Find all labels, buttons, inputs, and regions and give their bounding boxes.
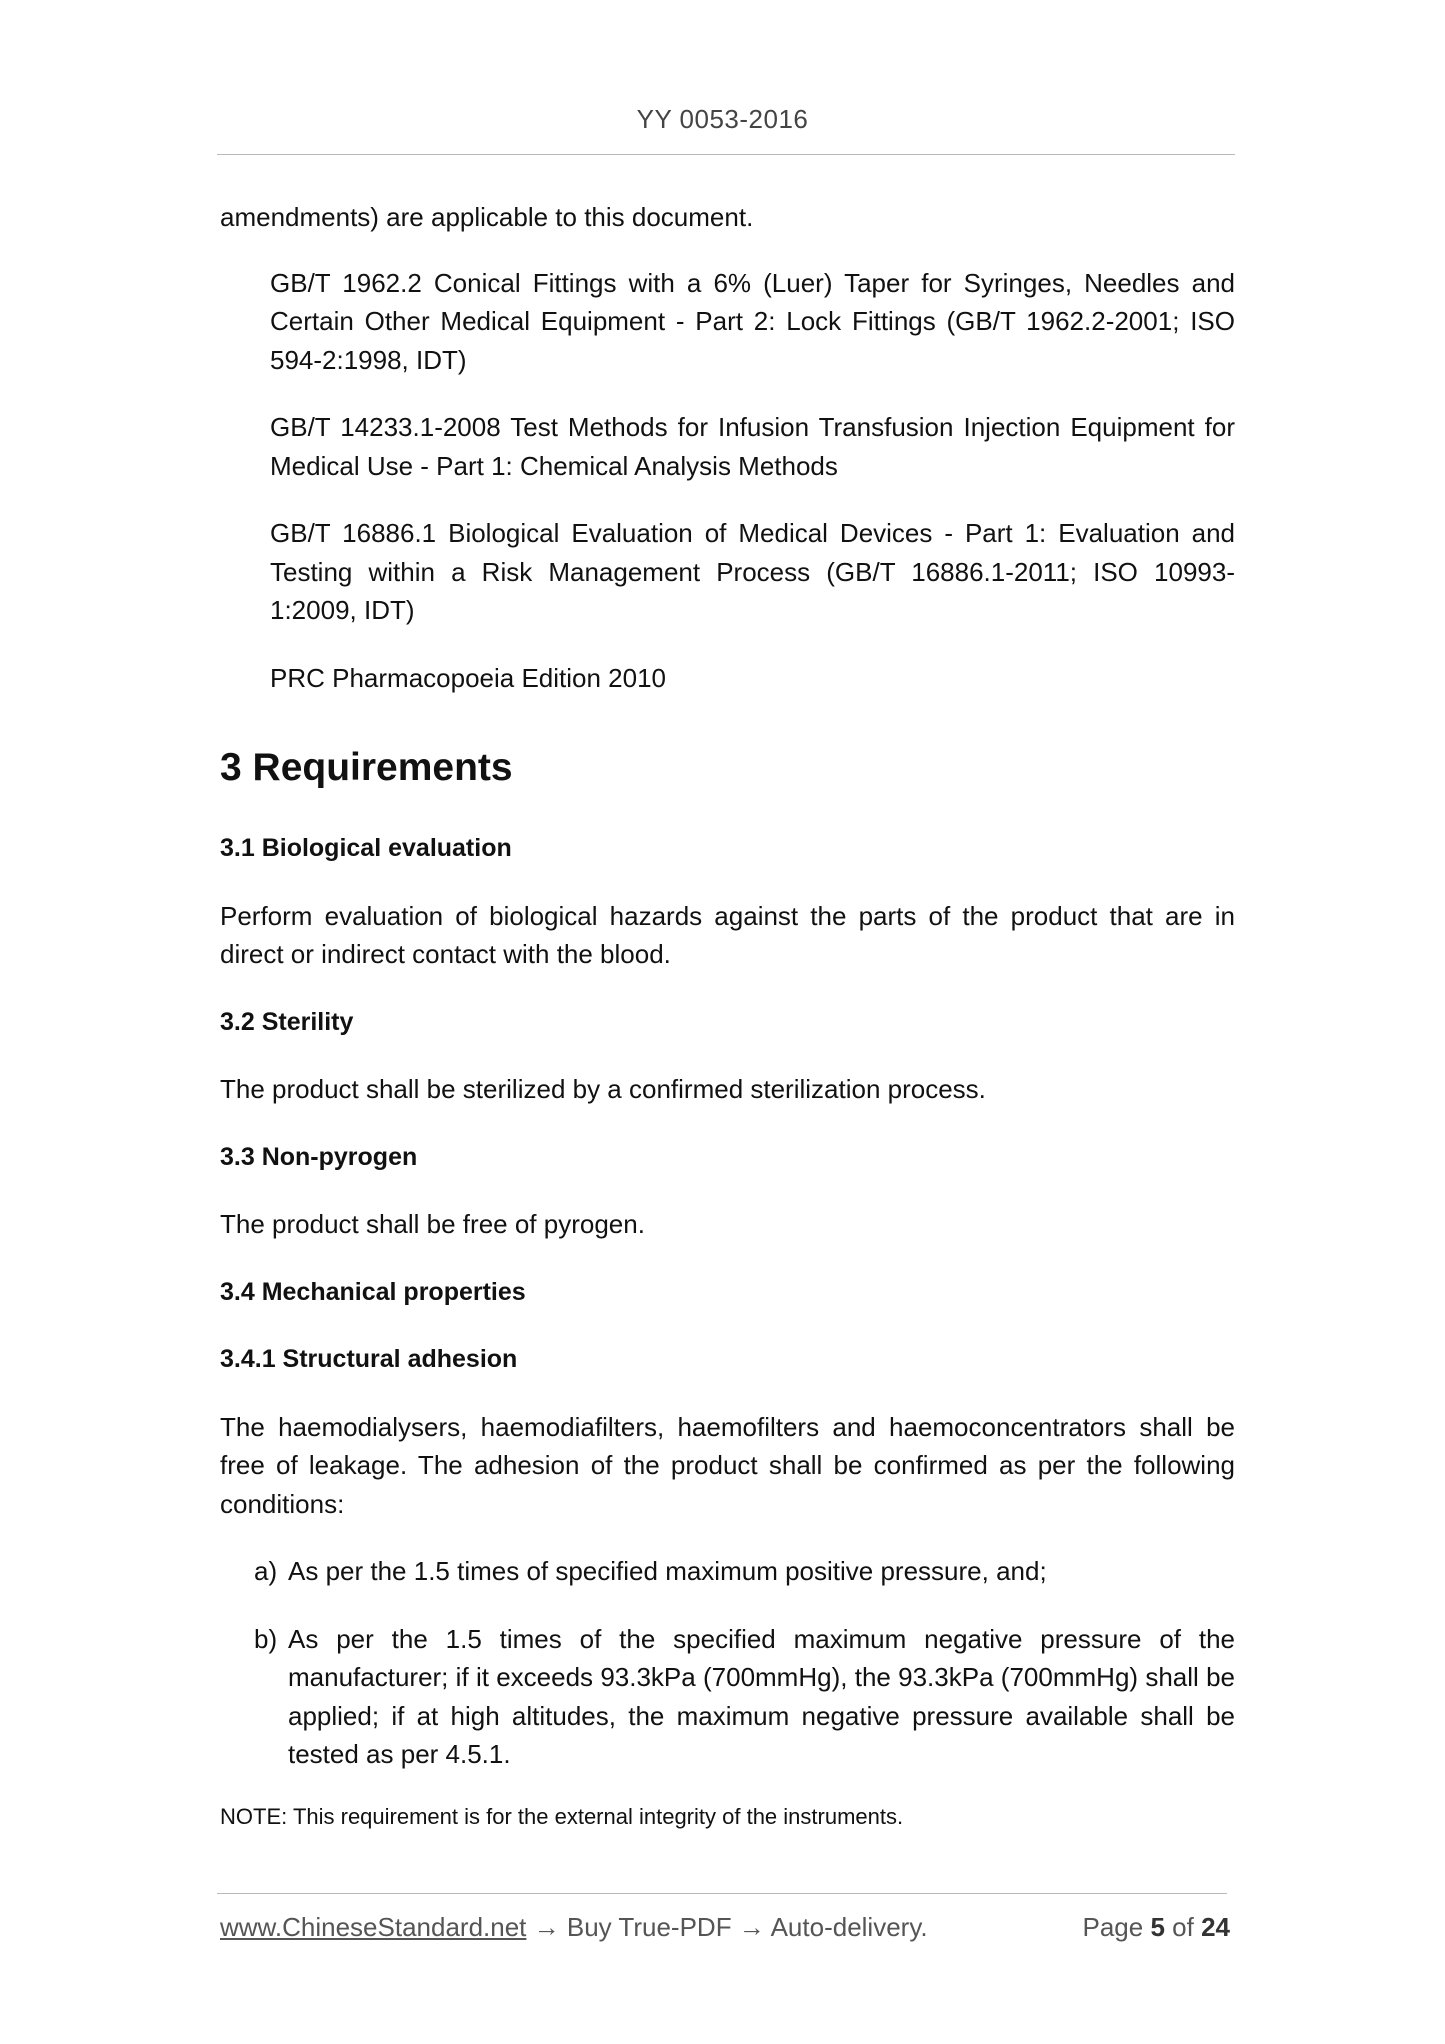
paragraph-structural-adhesion: The haemodialysers, haemodiafilters, haemofilters and haemoconcentrators shall be free of leakage. The adhesion of the product shall be confirmed as per the following conditions: — [220, 1411, 1235, 1519]
list-marker: b) — [254, 1623, 278, 1654]
list-text: As per the 1.5 times of specified maximum positive pressure, and; — [288, 1556, 1047, 1586]
subsection-heading-sterility: 3.2 Sterility — [220, 1007, 354, 1036]
subsection-heading-mechanical-properties: 3.4 Mechanical properties — [220, 1277, 526, 1306]
list-marker: a) — [254, 1556, 278, 1586]
page-total: 24 — [1201, 1912, 1230, 1942]
page-current: 5 — [1150, 1912, 1165, 1942]
list-item — [254, 1552, 1235, 1591]
document-header-title: YY 0053-2016 — [636, 104, 809, 134]
page-number — [1082, 1912, 1230, 1943]
subsection-heading-biological-evaluation: 3.1 Biological evaluation — [220, 834, 512, 862]
page-label: Page — [1082, 1912, 1144, 1942]
page-footer — [220, 1912, 1230, 1943]
intro-paragraph: amendments) are applicable to this document. — [220, 202, 754, 232]
reference-item: GB/T 16886.1 Biological Evaluation of Medical Devices - Part 1: Evaluation and Testing within a Risk Management Process (GB/T 16886.1-2011; ISO 10993-1:2009, IDT) — [270, 518, 1235, 625]
note-text: NOTE: This requirement is for the external integrity of the instruments. — [220, 1803, 904, 1829]
document-body — [220, 198, 1235, 1862]
page-of: of — [1172, 1912, 1194, 1942]
reference-item: GB/T 14233.1-2008 Test Methods for Infusion Transfusion Injection Equipment for Medical Use - Part 1: Chemical Analysis Methods — [270, 412, 1235, 481]
website-link[interactable]: www.ChineseStandard.net — [220, 1912, 527, 1942]
header-divider — [217, 154, 1235, 155]
paragraph-biological-evaluation: Perform evaluation of biological hazards against the parts of the product that are in direct or indirect contact with the blood. — [220, 900, 1235, 969]
paragraph-sterility: The product shall be sterilized by a confirmed sterilization process. — [220, 1074, 986, 1104]
paragraph-non-pyrogen: The product shall be free of pyrogen. — [220, 1209, 645, 1239]
reference-item: GB/T 1962.2 Conical Fittings with a 6% (Luer) Taper for Syringes, Needles and Certain Other Medical Equipment - Part 2: Lock Fittings (GB/T 1962.2-2001; ISO 594-2:1998, IDT) — [270, 267, 1235, 375]
footer-promo-text: → Buy True-PDF → Auto-delivery. — [533, 1912, 928, 1942]
footer-left — [220, 1912, 928, 1943]
list-text: As per the 1.5 times of the specified maximum negative pressure of the manufacturer; if it exceeds 93.3kPa (700mmHg), the 93.3kPa (700mmHg) shall be applied; if at high altitudes, the maximum negative pressure available shall be tested as per 4.5.1. — [288, 1623, 1235, 1769]
list-item — [254, 1620, 1235, 1774]
subsection-heading-non-pyrogen: 3.3 Non-pyrogen — [220, 1142, 418, 1171]
subsection-heading-structural-adhesion: 3.4.1 Structural adhesion — [220, 1345, 518, 1373]
footer-divider — [217, 1893, 1227, 1894]
section-heading-requirements: 3 Requirements — [220, 746, 513, 789]
reference-item: PRC Pharmacopoeia Edition 2010 — [270, 662, 667, 693]
